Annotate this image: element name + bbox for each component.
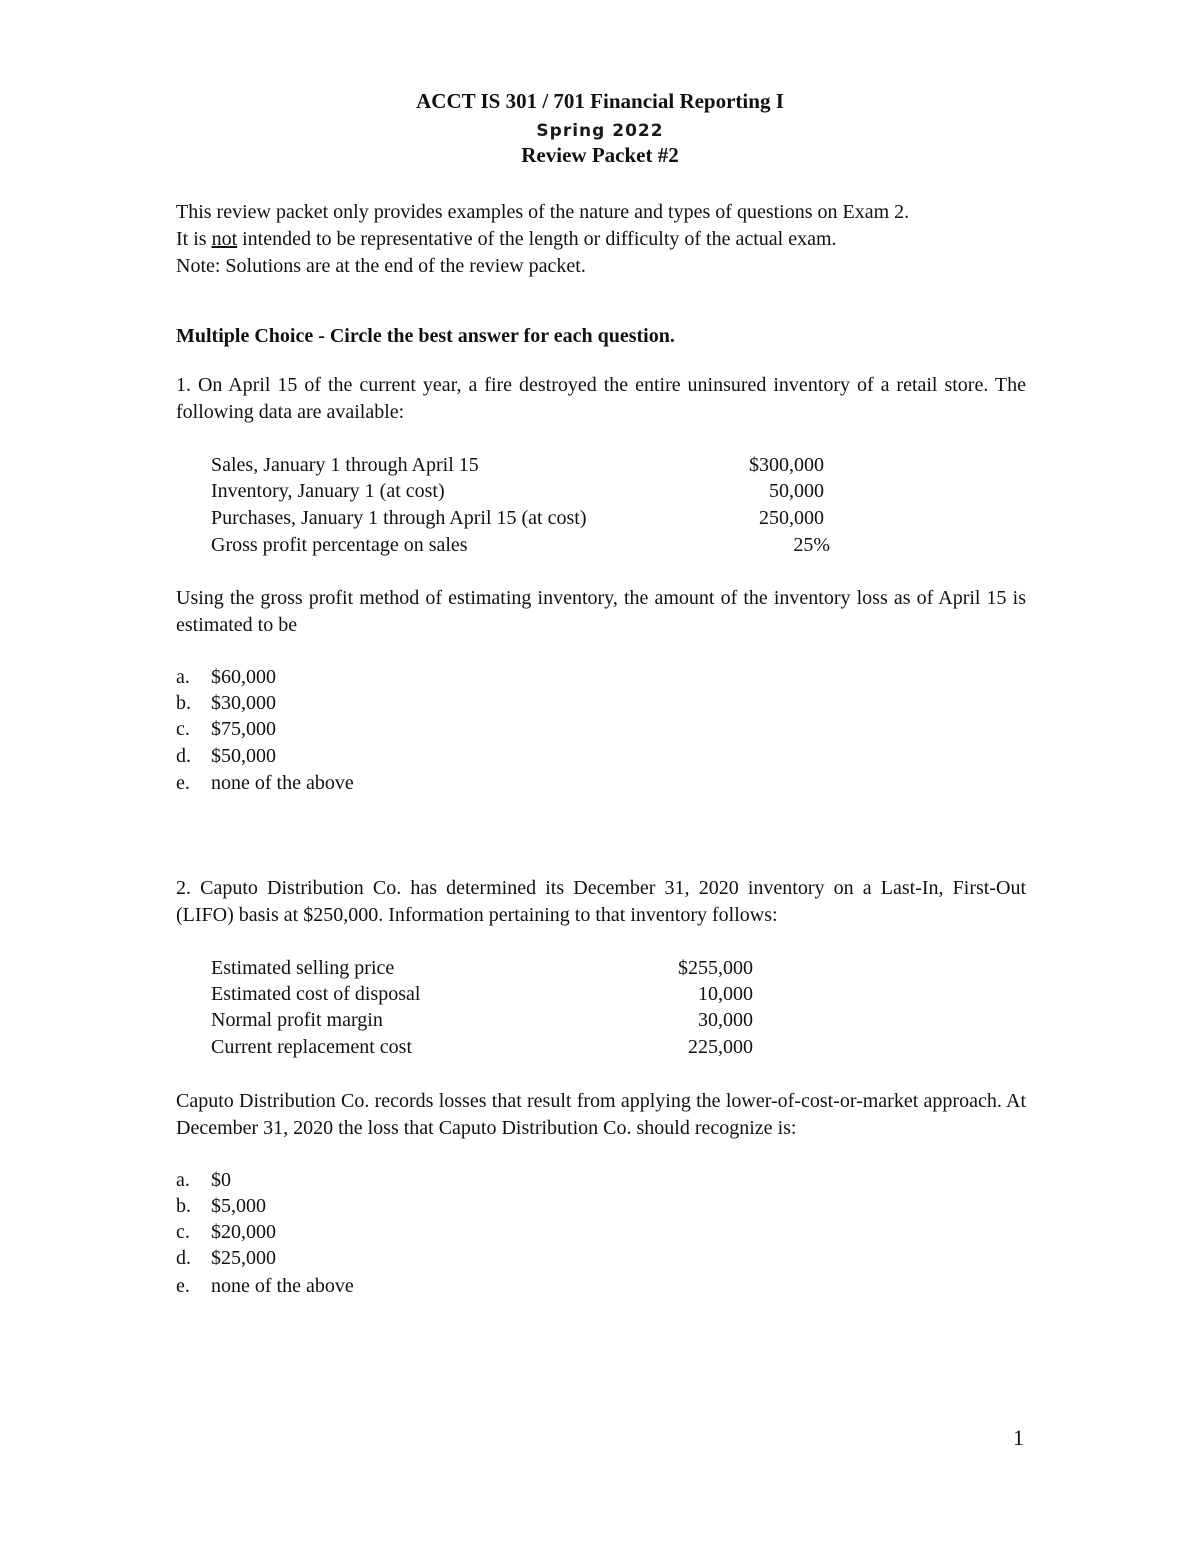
q1-data-label-4: Gross profit percentage on sales	[211, 534, 468, 556]
question-1-stem: Using the gross profit method of estimating inventory, the amount of the inventory loss as of April 15 is estimated to be	[176, 587, 1026, 636]
q2-data-value-2: 10,000	[698, 983, 753, 1005]
q1-data-value-4: 25%	[793, 534, 830, 556]
q2-data-value-4: 225,000	[688, 1036, 753, 1058]
q2-data-label-1: Estimated selling price	[211, 957, 395, 979]
intro-line-2-suffix: intended to be representative of the length or difficulty of the actual exam.	[237, 228, 837, 250]
q1-data-value-1: $300,000	[749, 454, 824, 476]
question-1-prompt: 1. On April 15 of the current year, a fire destroyed the entire uninsured inventory of a retail store. The following data are available:	[176, 374, 1026, 423]
intro-line-1: This review packet only provides examples of the nature and types of questions on Exam 2.	[176, 201, 910, 223]
q1-option-b: $30,000	[211, 692, 276, 714]
section-heading: Multiple Choice - Circle the best answer for each question.	[176, 325, 675, 347]
q2-option-a: $0	[211, 1169, 231, 1191]
packet-title: Review Packet #2	[521, 143, 679, 167]
q2-option-letter-e: e.	[176, 1275, 190, 1297]
q2-data-value-1: $255,000	[678, 957, 753, 979]
q1-option-letter-a: a.	[176, 666, 190, 688]
q2-data-label-3: Normal profit margin	[211, 1009, 383, 1031]
q2-option-letter-d: d.	[176, 1247, 191, 1269]
q2-option-letter-c: c.	[176, 1221, 190, 1243]
q1-data-value-2: 50,000	[769, 480, 824, 502]
q1-data-label-2: Inventory, January 1 (at cost)	[211, 480, 445, 502]
q2-data-value-3: 30,000	[698, 1009, 753, 1031]
q1-data-label-1: Sales, January 1 through April 15	[211, 454, 479, 476]
intro-line-2-prefix: It is	[176, 228, 212, 250]
q1-data-label-3: Purchases, January 1 through April 15 (at cost)	[211, 507, 587, 529]
question-2-stem: Caputo Distribution Co. records losses that result from applying the lower-of-cost-or-market approach. At December 31, 2020 the loss that Caputo Distribution Co. should recognize is:	[176, 1090, 1026, 1139]
q2-data-label-2: Estimated cost of disposal	[211, 983, 421, 1005]
q1-option-c: $75,000	[211, 718, 276, 740]
q1-option-letter-c: c.	[176, 718, 190, 740]
intro-underlined-word: not	[211, 228, 238, 250]
handwritten-term: Spring 2022	[536, 121, 664, 141]
q1-option-a: $60,000	[211, 666, 276, 688]
q1-option-e: none of the above	[211, 772, 354, 794]
q1-option-letter-e: e.	[176, 772, 190, 794]
page-number: 1	[1013, 1425, 1024, 1450]
q1-option-d: $50,000	[211, 745, 276, 767]
q2-option-c: $20,000	[211, 1221, 276, 1243]
q2-option-e: none of the above	[211, 1275, 354, 1297]
q2-option-b: $5,000	[211, 1195, 266, 1217]
course-title: ACCT IS 301 / 701 Financial Reporting I	[416, 89, 784, 113]
intro-line-2	[176, 226, 837, 252]
q1-option-letter-d: d.	[176, 745, 191, 767]
q1-data-value-3: 250,000	[759, 507, 824, 529]
q2-data-label-4: Current replacement cost	[211, 1036, 413, 1058]
q2-option-d: $25,000	[211, 1247, 276, 1269]
q1-option-letter-b: b.	[176, 692, 191, 714]
q2-option-letter-a: a.	[176, 1169, 190, 1191]
q2-option-letter-b: b.	[176, 1195, 191, 1217]
question-2-prompt: 2. Caputo Distribution Co. has determined its December 31, 2020 inventory on a Last-In, First-Out (LIFO) basis at $250,000. Information pertaining to that inventory follows:	[176, 877, 1026, 926]
intro-line-3: Note: Solutions are at the end of the review packet.	[176, 255, 586, 277]
